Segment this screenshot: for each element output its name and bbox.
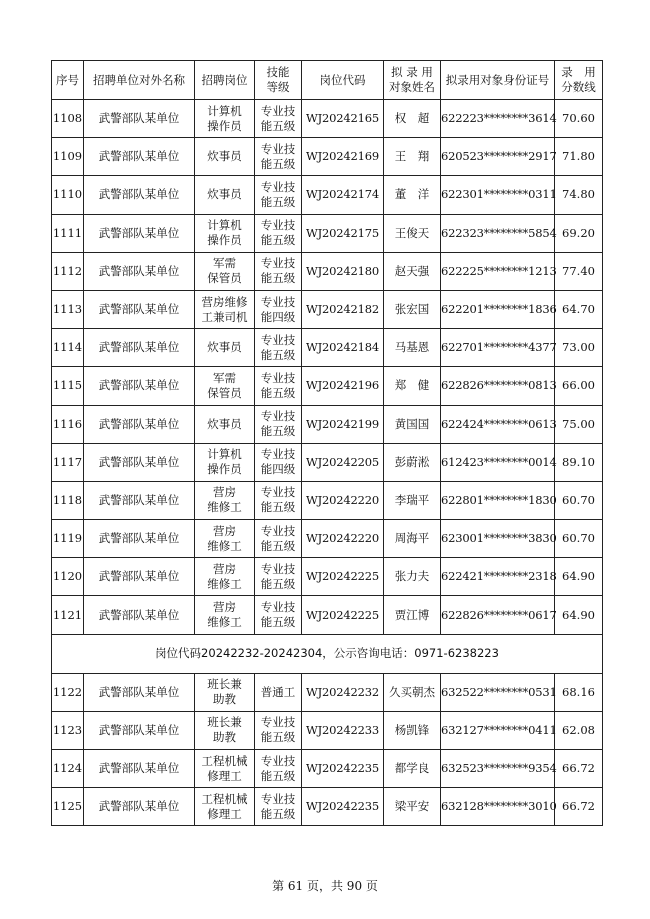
cell-name: 董 洋 [384, 176, 441, 214]
cell-unit: 武警部队某单位 [84, 673, 195, 711]
cell-unit: 武警部队某单位 [84, 214, 195, 252]
cell-name: 郑 健 [384, 367, 441, 405]
cell-unit: 武警部队某单位 [84, 252, 195, 290]
cell-name: 杨凯锋 [384, 711, 441, 749]
cell-skill: 专业技 能五级 [255, 558, 302, 596]
cell-post: 营房 维修工 [195, 520, 255, 558]
cell-unit: 武警部队某单位 [84, 711, 195, 749]
cell-post: 班长兼 助教 [195, 673, 255, 711]
cell-name: 久买朝杰 [384, 673, 441, 711]
cell-seq: 1123 [52, 711, 84, 749]
cell-skill: 专业技 能五级 [255, 520, 302, 558]
cell-code: WJ20242225 [302, 596, 384, 634]
cell-unit: 武警部队某单位 [84, 176, 195, 214]
cell-post: 计算机 操作员 [195, 214, 255, 252]
cell-score: 70.60 [555, 100, 603, 138]
cell-name: 黄国国 [384, 405, 441, 443]
cell-seq: 1119 [52, 520, 84, 558]
header-seq: 序号 [52, 61, 84, 100]
cell-post: 工程机械 修理工 [195, 750, 255, 788]
cell-skill: 专业技 能五级 [255, 788, 302, 826]
cell-code: WJ20242169 [302, 138, 384, 176]
cell-score: 66.00 [555, 367, 603, 405]
header-code: 岗位代码 [302, 61, 384, 100]
cell-seq: 1122 [52, 673, 84, 711]
cell-id: 622424********0613 [441, 405, 555, 443]
cell-name: 张力夫 [384, 558, 441, 596]
table-row [52, 788, 603, 826]
table-row [52, 367, 603, 405]
cell-unit: 武警部队某单位 [84, 443, 195, 481]
cell-skill: 专业技 能四级 [255, 290, 302, 328]
cell-unit: 武警部队某单位 [84, 367, 195, 405]
cell-code: WJ20242220 [302, 520, 384, 558]
cell-post: 计算机 操作员 [195, 100, 255, 138]
cell-id: 622223********3614 [441, 100, 555, 138]
cell-score: 89.10 [555, 443, 603, 481]
cell-id: 632523********9354 [441, 750, 555, 788]
table-row [52, 558, 603, 596]
cell-skill: 专业技 能五级 [255, 750, 302, 788]
cell-unit: 武警部队某单位 [84, 329, 195, 367]
cell-score: 60.70 [555, 520, 603, 558]
cell-code: WJ20242233 [302, 711, 384, 749]
cell-post: 炊事员 [195, 405, 255, 443]
cell-name: 张宏国 [384, 290, 441, 328]
cell-code: WJ20242184 [302, 329, 384, 367]
cell-unit: 武警部队某单位 [84, 788, 195, 826]
table-row [52, 673, 603, 711]
cell-score: 66.72 [555, 788, 603, 826]
cell-name: 李瑞平 [384, 481, 441, 519]
header-unit: 招聘单位对外名称 [84, 61, 195, 100]
cell-id: 623001********3830 [441, 520, 555, 558]
cell-name: 赵天强 [384, 252, 441, 290]
cell-unit: 武警部队某单位 [84, 405, 195, 443]
cell-id: 622826********0813 [441, 367, 555, 405]
cell-seq: 1112 [52, 252, 84, 290]
cell-code: WJ20242196 [302, 367, 384, 405]
cell-unit: 武警部队某单位 [84, 750, 195, 788]
header-post: 招聘岗位 [195, 61, 255, 100]
table-row [52, 329, 603, 367]
cell-code: WJ20242235 [302, 750, 384, 788]
cell-id: 622701********4377 [441, 329, 555, 367]
cell-skill: 专业技 能五级 [255, 252, 302, 290]
cell-unit: 武警部队某单位 [84, 290, 195, 328]
cell-score: 69.20 [555, 214, 603, 252]
cell-skill: 专业技 能五级 [255, 214, 302, 252]
cell-score: 71.80 [555, 138, 603, 176]
cell-name: 周海平 [384, 520, 441, 558]
cell-code: WJ20242225 [302, 558, 384, 596]
cell-post: 营房 维修工 [195, 596, 255, 634]
cell-name: 梁平安 [384, 788, 441, 826]
cell-id: 622301********0311 [441, 176, 555, 214]
table-row [52, 711, 603, 749]
cell-id: 622801********1830 [441, 481, 555, 519]
cell-id: 632128********3010 [441, 788, 555, 826]
cell-unit: 武警部队某单位 [84, 481, 195, 519]
cell-skill: 普通工 [255, 673, 302, 711]
cell-skill: 专业技 能五级 [255, 405, 302, 443]
cell-score: 64.70 [555, 290, 603, 328]
table-row [52, 138, 603, 176]
cell-skill: 专业技 能五级 [255, 138, 302, 176]
section-note: 岗位代码20242232-20242304，公示咨询电话：0971-6238223 [52, 634, 603, 673]
cell-post: 营房维修 工兼司机 [195, 290, 255, 328]
cell-unit: 武警部队某单位 [84, 596, 195, 634]
cell-post: 计算机 操作员 [195, 443, 255, 481]
cell-unit: 武警部队某单位 [84, 558, 195, 596]
cell-seq: 1125 [52, 788, 84, 826]
cell-seq: 1124 [52, 750, 84, 788]
cell-post: 炊事员 [195, 329, 255, 367]
recruitment-table [51, 60, 603, 826]
cell-score: 74.80 [555, 176, 603, 214]
cell-skill: 专业技 能五级 [255, 481, 302, 519]
cell-post: 军需 保管员 [195, 367, 255, 405]
cell-score: 77.40 [555, 252, 603, 290]
cell-id: 632522********0531 [441, 673, 555, 711]
header-score: 录 用 分数线 [555, 61, 603, 100]
cell-skill: 专业技 能五级 [255, 329, 302, 367]
cell-score: 60.70 [555, 481, 603, 519]
cell-score: 73.00 [555, 329, 603, 367]
cell-name: 贾江博 [384, 596, 441, 634]
cell-score: 62.08 [555, 711, 603, 749]
cell-post: 炊事员 [195, 176, 255, 214]
cell-seq: 1110 [52, 176, 84, 214]
cell-code: WJ20242174 [302, 176, 384, 214]
cell-id: 622225********1213 [441, 252, 555, 290]
header-skill: 技能 等级 [255, 61, 302, 100]
cell-name: 彭蔚淞 [384, 443, 441, 481]
cell-id: 612423********0014 [441, 443, 555, 481]
table-row [52, 214, 603, 252]
table-row [52, 405, 603, 443]
cell-seq: 1118 [52, 481, 84, 519]
cell-seq: 1116 [52, 405, 84, 443]
table-row [52, 520, 603, 558]
cell-id: 622421********2318 [441, 558, 555, 596]
cell-seq: 1111 [52, 214, 84, 252]
table-row [52, 290, 603, 328]
cell-id: 622826********0617 [441, 596, 555, 634]
cell-name: 马基恩 [384, 329, 441, 367]
cell-code: WJ20242175 [302, 214, 384, 252]
cell-skill: 专业技 能四级 [255, 443, 302, 481]
cell-name: 权 超 [384, 100, 441, 138]
cell-seq: 1117 [52, 443, 84, 481]
cell-score: 66.72 [555, 750, 603, 788]
cell-code: WJ20242205 [302, 443, 384, 481]
cell-skill: 专业技 能五级 [255, 711, 302, 749]
cell-id: 622201********1836 [441, 290, 555, 328]
cell-name: 都学良 [384, 750, 441, 788]
header-name: 拟 录 用 对象姓名 [384, 61, 441, 100]
cell-seq: 1108 [52, 100, 84, 138]
cell-code: WJ20242182 [302, 290, 384, 328]
cell-unit: 武警部队某单位 [84, 520, 195, 558]
cell-seq: 1114 [52, 329, 84, 367]
table-row [52, 100, 603, 138]
cell-id: 632127********0411 [441, 711, 555, 749]
cell-id: 622323********5854 [441, 214, 555, 252]
header-id: 拟录用对象身份证号 [441, 61, 555, 100]
cell-post: 班长兼 助教 [195, 711, 255, 749]
cell-name: 王俊天 [384, 214, 441, 252]
cell-score: 68.16 [555, 673, 603, 711]
cell-skill: 专业技 能五级 [255, 100, 302, 138]
table-row [52, 750, 603, 788]
cell-code: WJ20242199 [302, 405, 384, 443]
cell-code: WJ20242232 [302, 673, 384, 711]
cell-code: WJ20242180 [302, 252, 384, 290]
cell-post: 营房 维修工 [195, 558, 255, 596]
page-footer: 第 61 页，共 90 页 [272, 879, 378, 893]
cell-score: 75.00 [555, 405, 603, 443]
cell-seq: 1121 [52, 596, 84, 634]
cell-seq: 1115 [52, 367, 84, 405]
table-row [52, 443, 603, 481]
cell-post: 工程机械 修理工 [195, 788, 255, 826]
cell-id: 620523********2917 [441, 138, 555, 176]
cell-name: 王 翔 [384, 138, 441, 176]
cell-skill: 专业技 能五级 [255, 596, 302, 634]
cell-score: 64.90 [555, 596, 603, 634]
cell-score: 64.90 [555, 558, 603, 596]
table-row [52, 481, 603, 519]
table-row [52, 176, 603, 214]
cell-unit: 武警部队某单位 [84, 100, 195, 138]
cell-skill: 专业技 能五级 [255, 367, 302, 405]
section-note-row [52, 634, 603, 673]
table-row [52, 596, 603, 634]
cell-seq: 1113 [52, 290, 84, 328]
table-row [52, 252, 603, 290]
cell-post: 军需 保管员 [195, 252, 255, 290]
cell-post: 炊事员 [195, 138, 255, 176]
cell-seq: 1109 [52, 138, 84, 176]
cell-code: WJ20242235 [302, 788, 384, 826]
cell-post: 营房 维修工 [195, 481, 255, 519]
header-row [52, 61, 603, 100]
cell-seq: 1120 [52, 558, 84, 596]
cell-skill: 专业技 能五级 [255, 176, 302, 214]
cell-unit: 武警部队某单位 [84, 138, 195, 176]
cell-code: WJ20242165 [302, 100, 384, 138]
cell-code: WJ20242220 [302, 481, 384, 519]
